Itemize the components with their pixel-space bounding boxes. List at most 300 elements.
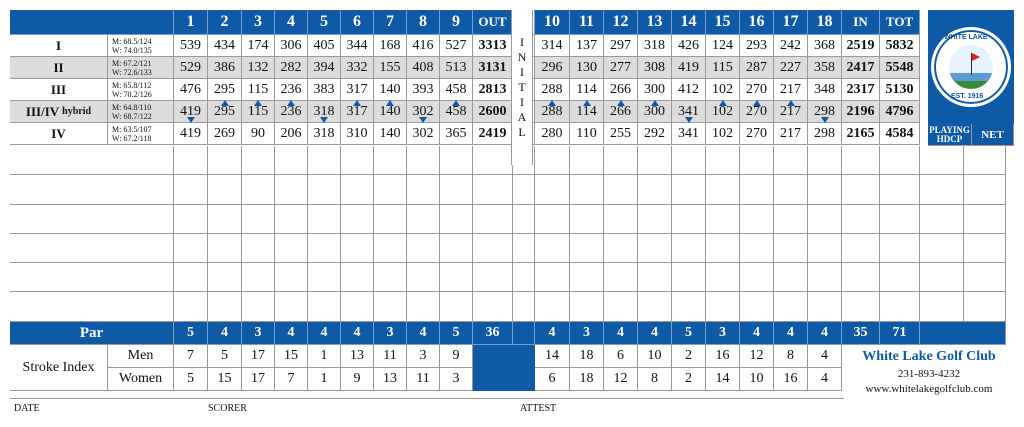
scorecard bbox=[10, 10, 1014, 417]
hole-header: 6 bbox=[341, 10, 374, 35]
hole-header: 1 bbox=[174, 10, 208, 35]
yardage-cell: 115 bbox=[242, 101, 275, 123]
score-cell[interactable] bbox=[774, 292, 808, 322]
score-cell[interactable] bbox=[374, 292, 407, 322]
par-out: 36 bbox=[473, 322, 513, 345]
tot-total: 4584 bbox=[880, 123, 920, 145]
yardage-cell: 383 bbox=[308, 79, 341, 101]
score-cell[interactable] bbox=[808, 263, 842, 292]
score-cell[interactable] bbox=[407, 205, 440, 234]
stroke-index-cell: 1 bbox=[308, 368, 341, 391]
yardage-cell: 236 bbox=[275, 101, 308, 123]
yardage-cell: 302 bbox=[407, 101, 440, 123]
initial-score-cell[interactable] bbox=[513, 175, 535, 205]
score-cell[interactable] bbox=[672, 175, 706, 205]
yardage-cell: 293 bbox=[740, 35, 774, 57]
player-name-cell[interactable] bbox=[10, 292, 174, 322]
rating-men: M: 63.5/107 bbox=[112, 124, 152, 134]
yardage-cell: 206 bbox=[275, 123, 308, 145]
par-row bbox=[10, 322, 1014, 345]
yardage-cell: 295 bbox=[208, 101, 242, 123]
stroke-index-cell: 16 bbox=[706, 345, 740, 368]
score-cell[interactable] bbox=[341, 175, 374, 205]
score-cell[interactable] bbox=[638, 146, 672, 175]
score-cell[interactable] bbox=[808, 234, 842, 263]
yardage-cell: 277 bbox=[604, 57, 638, 79]
playing-hdcp-cell[interactable] bbox=[920, 205, 964, 234]
tee-name bbox=[10, 79, 108, 101]
yardage-cell: 458 bbox=[440, 79, 473, 101]
score-cell[interactable] bbox=[570, 234, 604, 263]
score-cell[interactable] bbox=[604, 205, 638, 234]
out-total: 2419 bbox=[473, 123, 513, 145]
hole-header: 14 bbox=[672, 10, 706, 35]
score-cell[interactable] bbox=[208, 175, 242, 205]
tee-rating bbox=[108, 123, 174, 145]
rating-men: M: 68.5/124 bbox=[112, 36, 152, 46]
yardage-cell: 513 bbox=[440, 57, 473, 79]
yardage-cell: 434 bbox=[208, 35, 242, 57]
score-cell[interactable] bbox=[374, 146, 407, 175]
score-cell[interactable] bbox=[774, 234, 808, 263]
playing-hdcp-cell[interactable] bbox=[920, 175, 964, 205]
par-cell: 4 bbox=[275, 322, 308, 345]
score-cell[interactable] bbox=[535, 205, 570, 234]
tot-total: 4796 bbox=[880, 101, 920, 123]
yardage-cell: 368 bbox=[808, 35, 842, 57]
stroke-index-label: Stroke Index bbox=[10, 345, 108, 391]
yardage-cell: 419 bbox=[174, 123, 208, 145]
yardage-cell: 394 bbox=[308, 57, 341, 79]
tee-rating bbox=[108, 101, 174, 123]
net-cell[interactable] bbox=[964, 234, 1006, 263]
club-logo bbox=[928, 10, 1014, 124]
score-cell[interactable] bbox=[740, 146, 774, 175]
score-cell[interactable] bbox=[774, 146, 808, 175]
score-cell[interactable] bbox=[174, 263, 208, 292]
tot-total: 5130 bbox=[880, 79, 920, 101]
score-cell[interactable] bbox=[604, 175, 638, 205]
yardage-cell: 266 bbox=[604, 101, 638, 123]
score-cell[interactable] bbox=[374, 234, 407, 263]
score-cell[interactable] bbox=[275, 146, 308, 175]
score-cell[interactable] bbox=[440, 263, 473, 292]
yardage-cell: 476 bbox=[174, 79, 208, 101]
score-cell[interactable] bbox=[774, 263, 808, 292]
score-cell[interactable] bbox=[341, 263, 374, 292]
playing-hdcp-cell[interactable] bbox=[920, 234, 964, 263]
club-name: White Lake Golf Club bbox=[862, 349, 996, 364]
tot-score-cell[interactable] bbox=[880, 146, 920, 175]
par-cell: 3 bbox=[570, 322, 604, 345]
score-cell[interactable] bbox=[208, 263, 242, 292]
hole-header: 3 bbox=[242, 10, 275, 35]
score-cell[interactable] bbox=[808, 146, 842, 175]
par-cell: 5 bbox=[440, 322, 473, 345]
initial-letter: I bbox=[520, 65, 524, 79]
hole-header: 9 bbox=[440, 10, 473, 35]
yardage-cell: 130 bbox=[570, 57, 604, 79]
score-cell[interactable] bbox=[275, 205, 308, 234]
yardage-cell: 115 bbox=[706, 57, 740, 79]
score-cell[interactable] bbox=[808, 292, 842, 322]
club-info bbox=[844, 345, 1014, 417]
score-cell[interactable] bbox=[604, 146, 638, 175]
score-cell[interactable] bbox=[535, 146, 570, 175]
score-cell[interactable] bbox=[374, 175, 407, 205]
club-website[interactable]: www.whitelakegolfclub.com bbox=[865, 383, 993, 395]
yardage-cell: 314 bbox=[535, 35, 570, 57]
yardage-cell: 358 bbox=[808, 57, 842, 79]
score-cell[interactable] bbox=[308, 146, 341, 175]
score-cell[interactable] bbox=[774, 175, 808, 205]
rating-women: W: 74.0/135 bbox=[112, 45, 152, 55]
score-cell[interactable] bbox=[638, 175, 672, 205]
score-cell[interactable] bbox=[535, 234, 570, 263]
score-cell[interactable] bbox=[275, 292, 308, 322]
rating-men: M: 67.2/121 bbox=[112, 58, 152, 68]
score-cell[interactable] bbox=[706, 292, 740, 322]
stroke-index-cell: 4 bbox=[808, 345, 842, 368]
yardage-cell: 310 bbox=[341, 123, 374, 145]
score-cell[interactable] bbox=[706, 146, 740, 175]
par-cell: 4 bbox=[774, 322, 808, 345]
score-cell[interactable] bbox=[440, 205, 473, 234]
hole-header: 2 bbox=[208, 10, 242, 35]
net-cell[interactable] bbox=[964, 292, 1006, 322]
score-cell[interactable] bbox=[740, 234, 774, 263]
playing-hdcp-cell[interactable] bbox=[920, 146, 964, 175]
yardage-cell: 236 bbox=[275, 79, 308, 101]
player-name-cell[interactable] bbox=[10, 263, 174, 292]
stroke-index-cell: 2 bbox=[672, 368, 706, 391]
yardage-cell: 114 bbox=[570, 101, 604, 123]
par-cell: 4 bbox=[535, 322, 570, 345]
net-cell[interactable] bbox=[964, 263, 1006, 292]
yardage-cell: 270 bbox=[740, 101, 774, 123]
yardage-cell: 419 bbox=[672, 57, 706, 79]
yardage-cell: 227 bbox=[774, 57, 808, 79]
score-cell[interactable] bbox=[208, 234, 242, 263]
yardage-cell: 255 bbox=[604, 123, 638, 145]
initial-column bbox=[511, 10, 533, 165]
score-cell[interactable] bbox=[208, 205, 242, 234]
stroke-index-cell: 16 bbox=[774, 368, 808, 391]
stroke-index-cell: 9 bbox=[440, 345, 473, 368]
yardage-cell: 300 bbox=[638, 79, 672, 101]
yardage-cell: 288 bbox=[535, 101, 570, 123]
yardage-cell: 529 bbox=[174, 57, 208, 79]
stroke-index-cell: 8 bbox=[774, 345, 808, 368]
score-cell[interactable] bbox=[242, 205, 275, 234]
out-score-cell[interactable] bbox=[473, 234, 513, 263]
yardage-cell: 288 bbox=[535, 79, 570, 101]
hole-header: 10 bbox=[535, 10, 570, 35]
score-cell[interactable] bbox=[407, 146, 440, 175]
stroke-index-cell: 2 bbox=[672, 345, 706, 368]
yardage-cell: 282 bbox=[275, 57, 308, 79]
score-cell[interactable] bbox=[535, 263, 570, 292]
score-cell[interactable] bbox=[808, 205, 842, 234]
stroke-index-cell: 14 bbox=[706, 368, 740, 391]
yardage-cell: 458 bbox=[440, 101, 473, 123]
par-cell: 3 bbox=[706, 322, 740, 345]
score-cell[interactable] bbox=[341, 205, 374, 234]
score-cell[interactable] bbox=[341, 146, 374, 175]
rating-women: W: 72.6/133 bbox=[112, 67, 152, 77]
score-cell[interactable] bbox=[407, 175, 440, 205]
score-cell[interactable] bbox=[570, 205, 604, 234]
in-score-cell[interactable] bbox=[842, 263, 880, 292]
score-cell[interactable] bbox=[706, 175, 740, 205]
score-cell[interactable] bbox=[638, 205, 672, 234]
score-cell[interactable] bbox=[570, 146, 604, 175]
score-cell[interactable] bbox=[440, 146, 473, 175]
score-cell[interactable] bbox=[242, 175, 275, 205]
score-cell[interactable] bbox=[374, 205, 407, 234]
logo-top-text: WHITE LAKE bbox=[944, 34, 988, 41]
score-cell[interactable] bbox=[308, 205, 341, 234]
score-cell[interactable] bbox=[275, 175, 308, 205]
score-cell[interactable] bbox=[174, 234, 208, 263]
score-cell[interactable] bbox=[242, 263, 275, 292]
score-cell[interactable] bbox=[604, 292, 638, 322]
score-cell[interactable] bbox=[672, 292, 706, 322]
hole-header: 11 bbox=[570, 10, 604, 35]
score-cell[interactable] bbox=[440, 234, 473, 263]
par-cell: 5 bbox=[672, 322, 706, 345]
yardage-cell: 426 bbox=[672, 35, 706, 57]
player-name-cell[interactable] bbox=[10, 205, 174, 234]
score-cell[interactable] bbox=[740, 263, 774, 292]
par-cell: 4 bbox=[208, 322, 242, 345]
net-header: NET bbox=[972, 124, 1014, 146]
yardage-cell: 308 bbox=[638, 57, 672, 79]
in-score-cell[interactable] bbox=[842, 234, 880, 263]
score-row bbox=[10, 205, 1014, 234]
rating-women: W: 70.2/126 bbox=[112, 89, 152, 99]
rating-men: M: 64.8/110 bbox=[112, 102, 152, 112]
score-cell[interactable] bbox=[407, 292, 440, 322]
in-score-cell[interactable] bbox=[842, 292, 880, 322]
score-cell[interactable] bbox=[638, 234, 672, 263]
club-phone: 231-893-4232 bbox=[897, 368, 961, 380]
tee-name-text: III bbox=[50, 81, 67, 97]
score-cell[interactable] bbox=[672, 146, 706, 175]
player-name-cell[interactable] bbox=[10, 234, 174, 263]
in-score-cell[interactable] bbox=[842, 205, 880, 234]
score-cell[interactable] bbox=[570, 175, 604, 205]
yardage-cell: 137 bbox=[570, 35, 604, 57]
tee-rating bbox=[108, 57, 174, 79]
tot-header: TOT bbox=[880, 10, 920, 35]
yardage-cell: 280 bbox=[535, 123, 570, 145]
score-cell[interactable] bbox=[242, 146, 275, 175]
score-cell[interactable] bbox=[604, 234, 638, 263]
score-cell[interactable] bbox=[308, 263, 341, 292]
in-score-cell[interactable] bbox=[842, 175, 880, 205]
yardage-cell: 344 bbox=[341, 35, 374, 57]
score-cell[interactable] bbox=[407, 234, 440, 263]
yardage-cell: 393 bbox=[407, 79, 440, 101]
yardage-cell: 348 bbox=[808, 79, 842, 101]
yardage-cell: 102 bbox=[706, 79, 740, 101]
score-cell[interactable] bbox=[740, 205, 774, 234]
score-cell[interactable] bbox=[706, 205, 740, 234]
yardage-cell: 114 bbox=[570, 79, 604, 101]
yardage-cell: 270 bbox=[740, 123, 774, 145]
yardage-cell: 140 bbox=[374, 123, 407, 145]
stroke-index-cell: 6 bbox=[535, 368, 570, 391]
stroke-index-cell: 11 bbox=[407, 368, 440, 391]
stroke-index-women-row bbox=[108, 368, 844, 391]
yardage-cell: 419 bbox=[174, 101, 208, 123]
yardage-cell: 298 bbox=[808, 101, 842, 123]
out-score-cell[interactable] bbox=[473, 205, 513, 234]
net-cell[interactable] bbox=[964, 146, 1006, 175]
score-cell[interactable] bbox=[440, 175, 473, 205]
score-cell[interactable] bbox=[174, 146, 208, 175]
out-score-cell[interactable] bbox=[473, 175, 513, 205]
tot-score-cell[interactable] bbox=[880, 292, 920, 322]
stroke-index-cell: 12 bbox=[604, 368, 638, 391]
rating-men: M: 65.8/112 bbox=[112, 80, 152, 90]
score-cell[interactable] bbox=[308, 292, 341, 322]
score-cell[interactable] bbox=[374, 263, 407, 292]
yardage-cell: 217 bbox=[774, 123, 808, 145]
score-cell[interactable] bbox=[208, 146, 242, 175]
player-name-cell[interactable] bbox=[10, 175, 174, 205]
score-cell[interactable] bbox=[535, 175, 570, 205]
yardage-cell: 287 bbox=[740, 57, 774, 79]
score-cell[interactable] bbox=[740, 175, 774, 205]
score-cell[interactable] bbox=[672, 263, 706, 292]
header-corner bbox=[10, 10, 174, 35]
hole-header: 13 bbox=[638, 10, 672, 35]
stroke-index-cell: 6 bbox=[604, 345, 638, 368]
yardage-cell: 296 bbox=[535, 57, 570, 79]
score-cell[interactable] bbox=[174, 292, 208, 322]
par-cell: 3 bbox=[374, 322, 407, 345]
attest-label: ATTEST bbox=[520, 403, 557, 414]
yardage-cell: 405 bbox=[308, 35, 341, 57]
score-cell[interactable] bbox=[740, 292, 774, 322]
score-cell[interactable] bbox=[440, 292, 473, 322]
tot-total: 5832 bbox=[880, 35, 920, 57]
initial-score-cell[interactable] bbox=[513, 263, 535, 292]
score-cell[interactable] bbox=[208, 292, 242, 322]
yardage-cell: 412 bbox=[672, 79, 706, 101]
score-cell[interactable] bbox=[308, 175, 341, 205]
net-cell[interactable] bbox=[964, 175, 1006, 205]
score-cell[interactable] bbox=[407, 263, 440, 292]
initial-score-cell[interactable] bbox=[513, 292, 535, 322]
score-cell[interactable] bbox=[672, 234, 706, 263]
score-cell[interactable] bbox=[706, 263, 740, 292]
tot-score-cell[interactable] bbox=[880, 175, 920, 205]
par-label: Par bbox=[10, 322, 174, 345]
playing-hdcp-cell[interactable] bbox=[920, 292, 964, 322]
hole-header: 15 bbox=[706, 10, 740, 35]
out-score-cell[interactable] bbox=[473, 263, 513, 292]
score-cell[interactable] bbox=[706, 234, 740, 263]
playing-hdcp-cell[interactable] bbox=[920, 263, 964, 292]
stroke-index-cell: 17 bbox=[242, 368, 275, 391]
net-cell[interactable] bbox=[964, 205, 1006, 234]
score-cell[interactable] bbox=[638, 263, 672, 292]
out-score-cell[interactable] bbox=[473, 292, 513, 322]
score-cell[interactable] bbox=[242, 292, 275, 322]
score-cell[interactable] bbox=[174, 205, 208, 234]
yardage-cell: 242 bbox=[774, 35, 808, 57]
yardage-cell: 527 bbox=[440, 35, 473, 57]
initial-score-cell[interactable] bbox=[513, 234, 535, 263]
score-cell[interactable] bbox=[341, 292, 374, 322]
score-row bbox=[10, 234, 1014, 263]
yardage-cell: 174 bbox=[242, 35, 275, 57]
score-cell[interactable] bbox=[638, 292, 672, 322]
score-cell[interactable] bbox=[570, 263, 604, 292]
out-header: OUT bbox=[473, 10, 513, 35]
out-score-cell[interactable] bbox=[473, 146, 513, 175]
yardage-cell: 302 bbox=[407, 123, 440, 145]
score-cell[interactable] bbox=[808, 175, 842, 205]
tee-name bbox=[10, 123, 108, 145]
yardage-cell: 298 bbox=[808, 123, 842, 145]
score-cell[interactable] bbox=[242, 234, 275, 263]
in-total: 2519 bbox=[842, 35, 880, 57]
hole-header: 4 bbox=[275, 10, 308, 35]
in-total: 2196 bbox=[842, 101, 880, 123]
score-cell[interactable] bbox=[308, 234, 341, 263]
tee-rating bbox=[108, 79, 174, 101]
initial-score-cell[interactable] bbox=[513, 205, 535, 234]
par-cell: 4 bbox=[808, 322, 842, 345]
score-cell[interactable] bbox=[570, 292, 604, 322]
tee-name bbox=[10, 101, 108, 123]
player-name-cell[interactable] bbox=[10, 146, 174, 175]
in-total: 2165 bbox=[842, 123, 880, 145]
score-cell[interactable] bbox=[774, 205, 808, 234]
yardage-cell: 295 bbox=[208, 79, 242, 101]
score-cell[interactable] bbox=[275, 234, 308, 263]
stroke-index-cell: 10 bbox=[638, 345, 672, 368]
tot-score-cell[interactable] bbox=[880, 234, 920, 263]
tot-score-cell[interactable] bbox=[880, 205, 920, 234]
in-score-cell[interactable] bbox=[842, 146, 880, 175]
yardage-cell: 365 bbox=[440, 123, 473, 145]
tee-name-text: III/IV bbox=[25, 103, 60, 119]
yardage-cell: 341 bbox=[672, 123, 706, 145]
par-cell: 4 bbox=[407, 322, 440, 345]
stroke-index-cell: 14 bbox=[535, 345, 570, 368]
score-cell[interactable] bbox=[341, 234, 374, 263]
par-cell: 4 bbox=[740, 322, 774, 345]
score-cell[interactable] bbox=[275, 263, 308, 292]
initial-letter: I bbox=[520, 35, 524, 49]
out-total: 3313 bbox=[473, 35, 513, 57]
par-cell: 4 bbox=[638, 322, 672, 345]
initial-letter: N bbox=[517, 50, 527, 64]
score-cell[interactable] bbox=[174, 175, 208, 205]
stroke-index-cell: 4 bbox=[808, 368, 842, 391]
score-cell[interactable] bbox=[672, 205, 706, 234]
stroke-index-cell: 13 bbox=[341, 345, 374, 368]
score-cell[interactable] bbox=[604, 263, 638, 292]
score-cell[interactable] bbox=[535, 292, 570, 322]
yardage-cell: 332 bbox=[341, 57, 374, 79]
tot-score-cell[interactable] bbox=[880, 263, 920, 292]
